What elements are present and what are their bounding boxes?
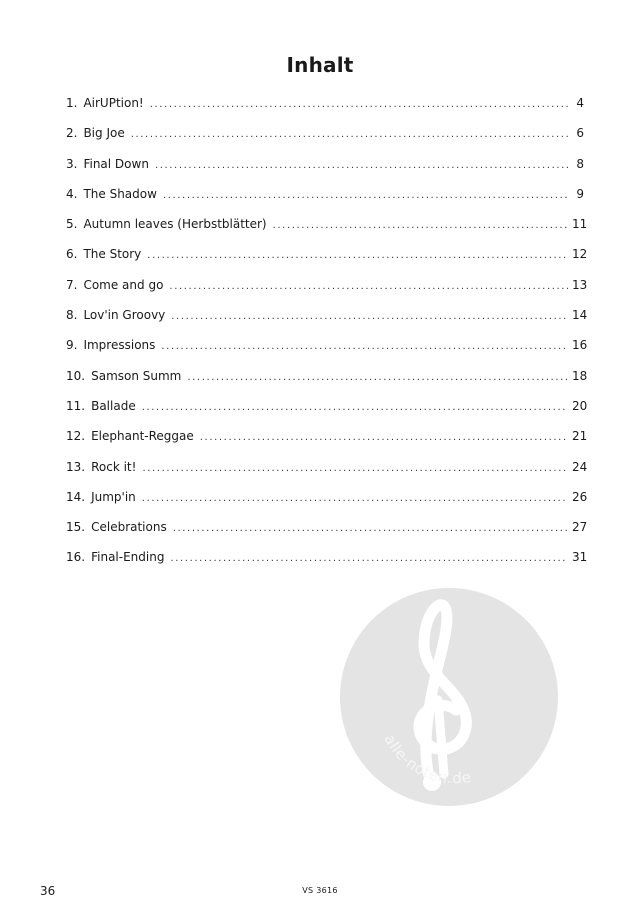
toc-page-number: 26 [572,489,588,504]
toc-dot-leader [173,523,568,534]
toc-row [66,368,588,399]
toc-row [66,157,584,187]
page-title: Inhalt [286,53,354,78]
toc-dot-leader [147,250,568,261]
catalog-code: VS 3616 [302,886,338,895]
toc-page-number: 11 [572,217,588,232]
toc-row [66,550,588,580]
toc-dot-leader [142,463,568,474]
toc-page-number: 9 [576,186,584,201]
toc-title: Lov'in Groovy [83,308,166,323]
toc-dot-leader [150,99,568,110]
toc-number: 11. [66,398,86,413]
toc-title: The Shadow [83,186,157,201]
toc-title: Rock it! [91,459,137,474]
toc-page-number: 12 [572,247,588,262]
toc-title: Elephant-Reggae [91,429,194,444]
toc-row [66,187,584,217]
toc-dot-leader [131,129,568,140]
toc-page-number: 18 [572,368,588,383]
toc-dot-leader [170,553,568,564]
toc-row [66,277,588,308]
toc-dot-leader [142,402,568,413]
toc-page-number: 24 [572,459,588,474]
watermark-text: alle-noten.de [380,731,473,788]
toc-row [66,247,588,277]
toc-dot-leader [161,341,568,352]
toc-title: Final Down [83,156,149,171]
toc-title: Come and go [83,277,164,292]
toc-page-number: 4 [576,96,584,110]
toc-row [66,338,588,368]
toc-title: Final-Ending [91,550,165,565]
toc-title: The Story [83,247,142,262]
toc-page-number: 31 [572,550,588,565]
toc-row [66,429,588,459]
toc-dot-leader [142,493,568,504]
toc-number: 13. [66,459,86,474]
toc-number: 6. [66,247,78,262]
toc-dot-leader [163,190,568,201]
toc-title: Celebrations [91,520,167,535]
toc-dot-leader [155,160,568,171]
toc-page-number: 13 [572,277,588,292]
toc-row [66,217,588,247]
toc-page-number: 8 [576,156,584,171]
toc-number: 12. [66,429,86,444]
toc-title: AirUPtion! [83,96,144,110]
table-of-contents [66,96,588,581]
toc-number: 14. [66,489,86,504]
toc-number: 4. [66,186,78,201]
toc-row [66,520,588,550]
watermark-logo [340,588,558,806]
toc-number: 2. [66,126,78,141]
toc-dot-leader [171,311,568,322]
page-number: 36 [40,884,56,898]
toc-page-number: 16 [572,338,588,353]
toc-number: 8. [66,308,78,323]
toc-page-number: 20 [572,398,588,413]
toc-title: Jump'in [91,489,136,504]
toc-number: 1. [66,96,78,110]
toc-title: Ballade [91,398,136,413]
toc-number: 7. [66,277,78,292]
toc-row [66,398,588,429]
toc-row [66,459,588,490]
toc-title: Big Joe [83,126,125,141]
toc-page-number: 6 [576,126,584,141]
toc-number: 5. [66,217,78,232]
toc-dot-leader [187,372,568,383]
toc-number: 3. [66,156,78,171]
toc-number: 10. [66,368,86,383]
toc-dot-leader [273,220,568,231]
toc-number: 15. [66,520,86,535]
toc-number: 16. [66,550,86,565]
toc-page-number: 27 [572,520,588,535]
toc-number: 9. [66,338,78,353]
toc-page-number: 14 [572,308,588,323]
toc-row [66,96,584,126]
toc-row [66,489,588,520]
toc-dot-leader [169,281,568,292]
toc-row [66,308,588,338]
toc-dot-leader [200,432,568,443]
toc-row [66,126,584,156]
toc-page-number: 21 [572,429,588,444]
toc-title: Impressions [83,338,156,353]
toc-title: Autumn leaves (Herbstblätter) [83,217,267,232]
toc-title: Samson Summ [91,368,182,383]
